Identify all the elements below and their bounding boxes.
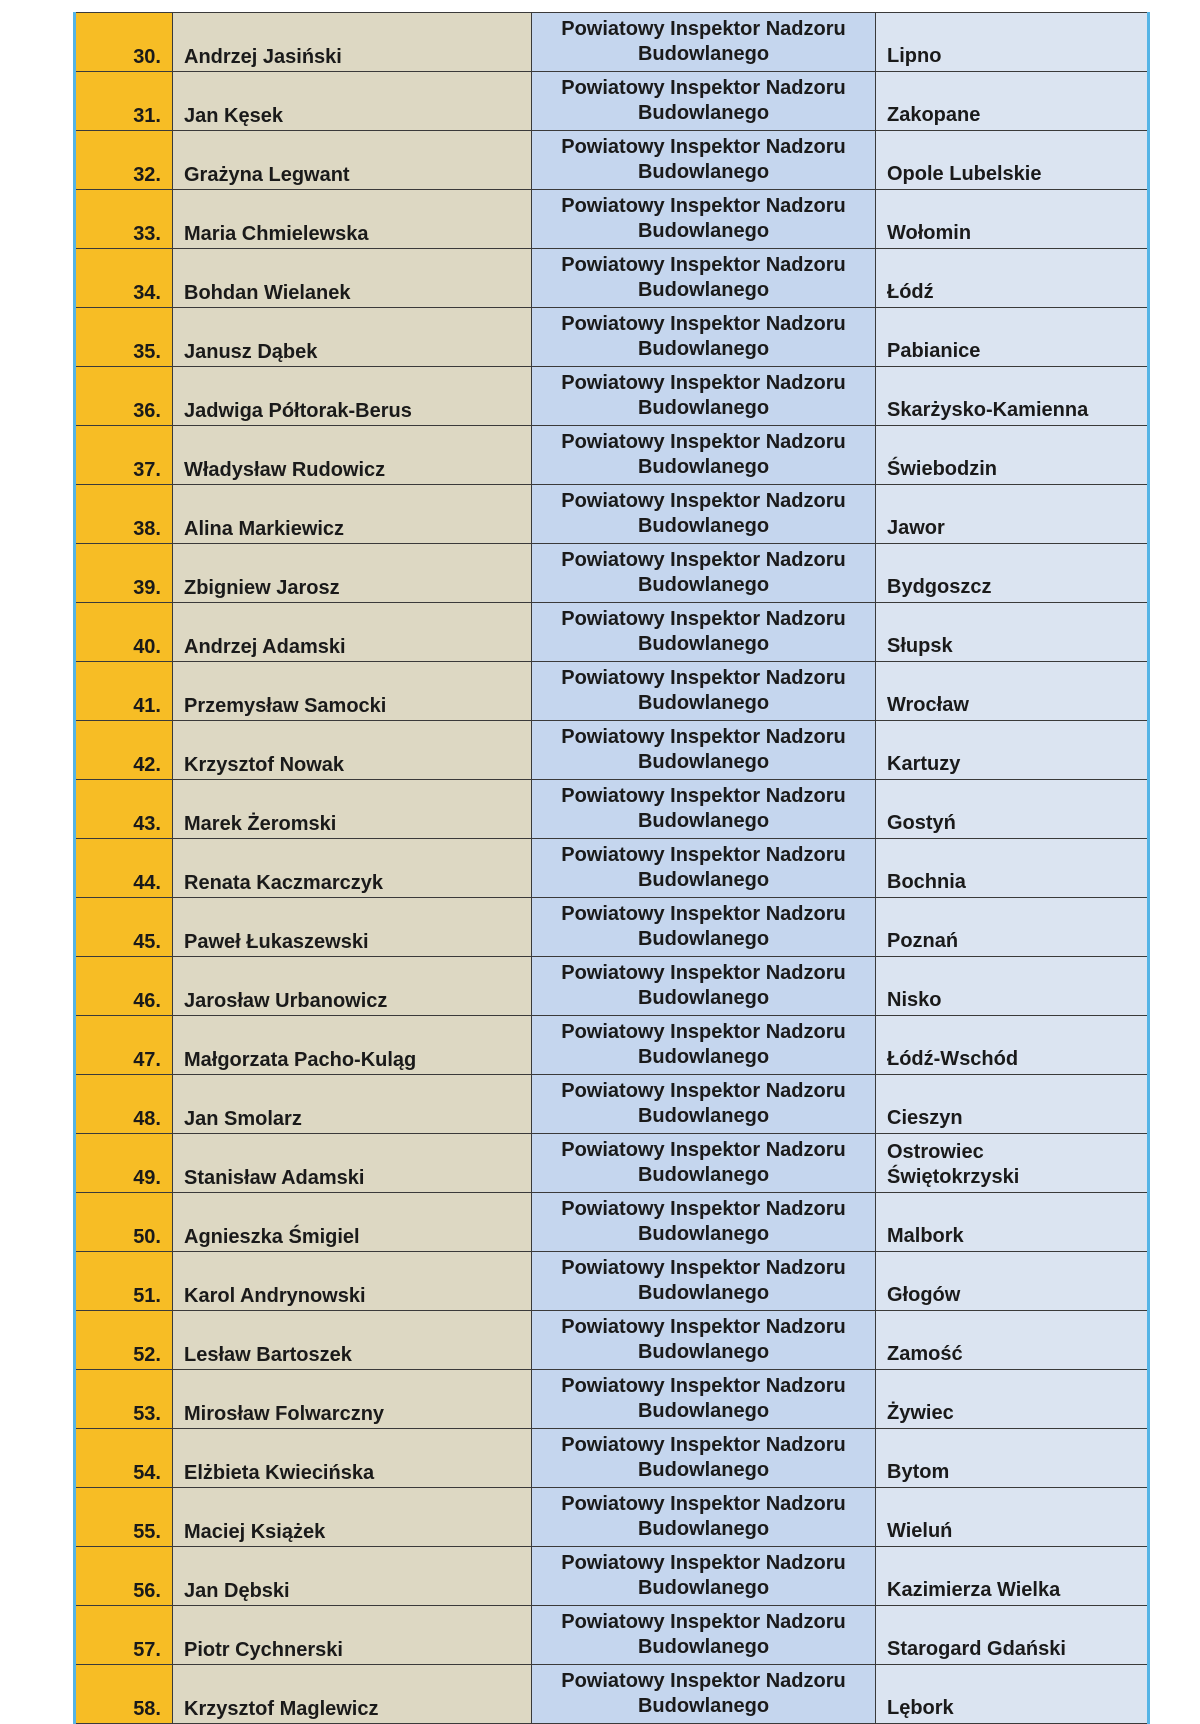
office-title (532, 603, 876, 662)
row-number: 48. (75, 1075, 173, 1134)
inspector-name: Zbigniew Jarosz (173, 544, 532, 603)
city-cell (876, 957, 1149, 1016)
inspector-name: Małgorzata Pacho-Kuląg (173, 1016, 532, 1075)
office-title-line-2: Budowlanego (637, 1223, 770, 1245)
office-title-line-1: Powiatowy Inspektor Nadzoru (561, 372, 846, 394)
inspector-name: Krzysztof Nowak (173, 721, 532, 780)
office-title-line-1: Powiatowy Inspektor Nadzoru (561, 1375, 846, 1397)
city-line: Zamość (887, 1343, 963, 1365)
table-row (75, 1075, 1149, 1134)
office-title-line-1: Powiatowy Inspektor Nadzoru (561, 1434, 846, 1456)
city-cell (876, 839, 1149, 898)
inspectors-table (73, 12, 1150, 1724)
row-number: 33. (75, 190, 173, 249)
table-row (75, 1134, 1149, 1193)
city-cell (876, 544, 1149, 603)
row-number: 56. (75, 1547, 173, 1606)
city-line: Bydgoszcz (887, 576, 992, 598)
row-number: 52. (75, 1311, 173, 1370)
office-title-line-1: Powiatowy Inspektor Nadzoru (561, 1552, 846, 1574)
row-number: 47. (75, 1016, 173, 1075)
city-line: Lębork (887, 1697, 954, 1719)
office-title (532, 1429, 876, 1488)
row-number: 49. (75, 1134, 173, 1193)
city-line: Wołomin (887, 222, 972, 244)
office-title (532, 1370, 876, 1429)
table-row (75, 1252, 1149, 1311)
table-row (75, 1488, 1149, 1547)
table-row (75, 544, 1149, 603)
table-row (75, 603, 1149, 662)
row-number: 40. (75, 603, 173, 662)
office-title-line-1: Powiatowy Inspektor Nadzoru (561, 1670, 846, 1692)
office-title (532, 131, 876, 190)
office-title-line-2: Budowlanego (637, 1459, 770, 1481)
office-title-line-1: Powiatowy Inspektor Nadzoru (561, 1257, 846, 1279)
city-cell (876, 662, 1149, 721)
table-row (75, 898, 1149, 957)
city-cell (876, 1075, 1149, 1134)
table-row (75, 485, 1149, 544)
city-line: Poznań (887, 930, 959, 952)
office-title (532, 367, 876, 426)
inspector-name: Karol Andrynowski (173, 1252, 532, 1311)
city-cell (876, 1665, 1149, 1724)
inspector-name: Jan Dębski (173, 1547, 532, 1606)
city-cell (876, 1252, 1149, 1311)
office-title (532, 1193, 876, 1252)
table-row (75, 662, 1149, 721)
row-number: 45. (75, 898, 173, 957)
city-cell (876, 1193, 1149, 1252)
office-title-line-2: Budowlanego (637, 810, 770, 832)
office-title (532, 485, 876, 544)
table-row (75, 131, 1149, 190)
row-number: 32. (75, 131, 173, 190)
city-line: Lipno (887, 45, 942, 67)
city-cell (876, 1547, 1149, 1606)
office-title-line-2: Budowlanego (637, 1341, 770, 1363)
office-title (532, 1488, 876, 1547)
office-title-line-2: Budowlanego (637, 1518, 770, 1540)
row-number: 54. (75, 1429, 173, 1488)
office-title (532, 13, 876, 72)
inspector-name: Bohdan Wielanek (173, 249, 532, 308)
city-line: Głogów (887, 1284, 961, 1306)
office-title-line-1: Powiatowy Inspektor Nadzoru (561, 667, 846, 689)
city-line: Pabianice (887, 340, 981, 362)
row-number: 31. (75, 72, 173, 131)
office-title-line-2: Budowlanego (637, 220, 770, 242)
inspector-name: Andrzej Jasiński (173, 13, 532, 72)
inspector-name: Alina Markiewicz (173, 485, 532, 544)
office-title (532, 1252, 876, 1311)
inspector-name: Andrzej Adamski (173, 603, 532, 662)
city-line: Bochnia (887, 871, 966, 893)
office-title-line-1: Powiatowy Inspektor Nadzoru (561, 431, 846, 453)
city-line: Wrocław (887, 694, 969, 716)
city-line: Nisko (887, 989, 942, 1011)
table-row (75, 367, 1149, 426)
city-cell (876, 13, 1149, 72)
office-title-line-2: Budowlanego (637, 987, 770, 1009)
row-number: 43. (75, 780, 173, 839)
row-number: 42. (75, 721, 173, 780)
inspector-name: Przemysław Samocki (173, 662, 532, 721)
table-row (75, 72, 1149, 131)
city-line: Cieszyn (887, 1107, 963, 1129)
office-title-line-1: Powiatowy Inspektor Nadzoru (561, 608, 846, 630)
city-line: Świebodzin (887, 458, 997, 480)
city-line: Kazimierza Wielka (887, 1579, 1061, 1601)
city-cell (876, 131, 1149, 190)
row-number: 46. (75, 957, 173, 1016)
table-row (75, 1016, 1149, 1075)
office-title-line-1: Powiatowy Inspektor Nadzoru (561, 726, 846, 748)
city-cell (876, 249, 1149, 308)
office-title-line-2: Budowlanego (637, 1105, 770, 1127)
office-title-line-2: Budowlanego (637, 43, 770, 65)
inspector-name: Lesław Bartoszek (173, 1311, 532, 1370)
office-title (532, 426, 876, 485)
office-title-line-2: Budowlanego (637, 397, 770, 419)
table-row (75, 1665, 1149, 1724)
office-title (532, 1016, 876, 1075)
office-title-line-1: Powiatowy Inspektor Nadzoru (561, 1198, 846, 1220)
office-title-line-1: Powiatowy Inspektor Nadzoru (561, 1316, 846, 1338)
office-title (532, 721, 876, 780)
office-title-line-2: Budowlanego (637, 102, 770, 124)
office-title-line-2: Budowlanego (637, 633, 770, 655)
office-title (532, 1606, 876, 1665)
office-title-line-1: Powiatowy Inspektor Nadzoru (561, 549, 846, 571)
office-title-line-2: Budowlanego (637, 1400, 770, 1422)
office-title (532, 957, 876, 1016)
city-cell (876, 367, 1149, 426)
row-number: 58. (75, 1665, 173, 1724)
office-title-line-2: Budowlanego (637, 869, 770, 891)
row-number: 34. (75, 249, 173, 308)
inspector-name: Stanisław Adamski (173, 1134, 532, 1193)
office-title (532, 662, 876, 721)
city-cell (876, 1016, 1149, 1075)
office-title-line-2: Budowlanego (637, 1695, 770, 1717)
office-title (532, 190, 876, 249)
office-title-line-2: Budowlanego (637, 338, 770, 360)
office-title-line-1: Powiatowy Inspektor Nadzoru (561, 962, 846, 984)
office-title-line-2: Budowlanego (637, 574, 770, 596)
row-number: 53. (75, 1370, 173, 1429)
row-number: 51. (75, 1252, 173, 1311)
office-title (532, 544, 876, 603)
office-title (532, 72, 876, 131)
city-cell (876, 308, 1149, 367)
city-line: Malbork (887, 1225, 964, 1247)
office-title-line-1: Powiatowy Inspektor Nadzoru (561, 77, 846, 99)
inspector-name: Władysław Rudowicz (173, 426, 532, 485)
office-title-line-1: Powiatowy Inspektor Nadzoru (561, 490, 846, 512)
table-row (75, 839, 1149, 898)
inspector-name: Renata Kaczmarczyk (173, 839, 532, 898)
city-cell (876, 72, 1149, 131)
document-page (73, 12, 1147, 1724)
city-line: Łódź (887, 281, 934, 303)
table-row (75, 1606, 1149, 1665)
table-row (75, 249, 1149, 308)
inspector-name: Maciej Książek (173, 1488, 532, 1547)
city-cell (876, 1134, 1149, 1193)
city-cell (876, 1488, 1149, 1547)
inspector-name: Jadwiga Półtorak-Berus (173, 367, 532, 426)
office-title (532, 1134, 876, 1193)
table-row (75, 308, 1149, 367)
office-title (532, 1311, 876, 1370)
city-cell (876, 1311, 1149, 1370)
city-line: Gostyń (887, 812, 956, 834)
city-line: Skarżysko-Kamienna (887, 399, 1089, 421)
city-line: Zakopane (887, 104, 981, 126)
office-title (532, 308, 876, 367)
city-line: Łódź-Wschód (887, 1048, 1019, 1070)
office-title-line-2: Budowlanego (637, 279, 770, 301)
inspector-name: Jan Kęsek (173, 72, 532, 131)
inspector-name: Jarosław Urbanowicz (173, 957, 532, 1016)
row-number: 44. (75, 839, 173, 898)
table-body (75, 13, 1149, 1724)
inspector-name: Grażyna Legwant (173, 131, 532, 190)
office-title-line-1: Powiatowy Inspektor Nadzoru (561, 254, 846, 276)
row-number: 57. (75, 1606, 173, 1665)
inspector-name: Elżbieta Kwiecińska (173, 1429, 532, 1488)
office-title-line-1: Powiatowy Inspektor Nadzoru (561, 313, 846, 335)
table-row (75, 13, 1149, 72)
office-title-line-1: Powiatowy Inspektor Nadzoru (561, 903, 846, 925)
office-title-line-1: Powiatowy Inspektor Nadzoru (561, 1080, 846, 1102)
table-row (75, 426, 1149, 485)
inspector-name: Mirosław Folwarczny (173, 1370, 532, 1429)
office-title-line-1: Powiatowy Inspektor Nadzoru (561, 1021, 846, 1043)
city-line: Wieluń (887, 1520, 953, 1542)
office-title-line-2: Budowlanego (637, 161, 770, 183)
office-title-line-2: Budowlanego (637, 1282, 770, 1304)
office-title (532, 839, 876, 898)
table-row (75, 1429, 1149, 1488)
row-number: 38. (75, 485, 173, 544)
city-cell (876, 603, 1149, 662)
office-title-line-2: Budowlanego (637, 1577, 770, 1599)
office-title (532, 780, 876, 839)
city-line: Starogard Gdański (887, 1638, 1066, 1660)
office-title (532, 1547, 876, 1606)
city-cell (876, 721, 1149, 780)
row-number: 55. (75, 1488, 173, 1547)
office-title-line-1: Powiatowy Inspektor Nadzoru (561, 1139, 846, 1161)
office-title-line-2: Budowlanego (637, 515, 770, 537)
city-line: Opole Lubelskie (887, 163, 1042, 185)
office-title-line-2: Budowlanego (637, 928, 770, 950)
city-line: Świętokrzyski (887, 1166, 1020, 1188)
office-title-line-1: Powiatowy Inspektor Nadzoru (561, 1493, 846, 1515)
row-number: 37. (75, 426, 173, 485)
inspector-name: Maria Chmielewska (173, 190, 532, 249)
office-title (532, 1075, 876, 1134)
inspector-name: Jan Smolarz (173, 1075, 532, 1134)
inspector-name: Agnieszka Śmigiel (173, 1193, 532, 1252)
row-number: 35. (75, 308, 173, 367)
table-row (75, 780, 1149, 839)
row-number: 50. (75, 1193, 173, 1252)
office-title (532, 898, 876, 957)
city-cell (876, 1370, 1149, 1429)
office-title-line-1: Powiatowy Inspektor Nadzoru (561, 195, 846, 217)
city-cell (876, 190, 1149, 249)
inspector-name: Marek Żeromski (173, 780, 532, 839)
city-cell (876, 898, 1149, 957)
table-row (75, 1547, 1149, 1606)
office-title-line-2: Budowlanego (637, 692, 770, 714)
city-line: Jawor (887, 517, 945, 539)
city-line: Bytom (887, 1461, 950, 1483)
row-number: 36. (75, 367, 173, 426)
city-line: Słupsk (887, 635, 953, 657)
table-row (75, 1311, 1149, 1370)
office-title-line-1: Powiatowy Inspektor Nadzoru (561, 785, 846, 807)
row-number: 41. (75, 662, 173, 721)
city-cell (876, 780, 1149, 839)
table-row (75, 1193, 1149, 1252)
city-line: Kartuzy (887, 753, 961, 775)
office-title (532, 249, 876, 308)
city-cell (876, 485, 1149, 544)
inspector-name: Janusz Dąbek (173, 308, 532, 367)
table-row (75, 1370, 1149, 1429)
table-row (75, 957, 1149, 1016)
inspector-name: Piotr Cychnerski (173, 1606, 532, 1665)
city-line: Ostrowiec (887, 1141, 984, 1163)
inspector-name: Paweł Łukaszewski (173, 898, 532, 957)
city-cell (876, 1606, 1149, 1665)
office-title-line-1: Powiatowy Inspektor Nadzoru (561, 18, 846, 40)
office-title (532, 1665, 876, 1724)
row-number: 30. (75, 13, 173, 72)
table-row (75, 190, 1149, 249)
inspector-name: Krzysztof Maglewicz (173, 1665, 532, 1724)
office-title-line-1: Powiatowy Inspektor Nadzoru (561, 1611, 846, 1633)
row-number: 39. (75, 544, 173, 603)
city-line: Żywiec (887, 1402, 954, 1424)
office-title-line-2: Budowlanego (637, 1046, 770, 1068)
table-row (75, 721, 1149, 780)
office-title-line-2: Budowlanego (637, 1164, 770, 1186)
office-title-line-2: Budowlanego (637, 456, 770, 478)
office-title-line-1: Powiatowy Inspektor Nadzoru (561, 844, 846, 866)
office-title-line-2: Budowlanego (637, 1636, 770, 1658)
office-title-line-2: Budowlanego (637, 751, 770, 773)
office-title-line-1: Powiatowy Inspektor Nadzoru (561, 136, 846, 158)
city-cell (876, 1429, 1149, 1488)
city-cell (876, 426, 1149, 485)
